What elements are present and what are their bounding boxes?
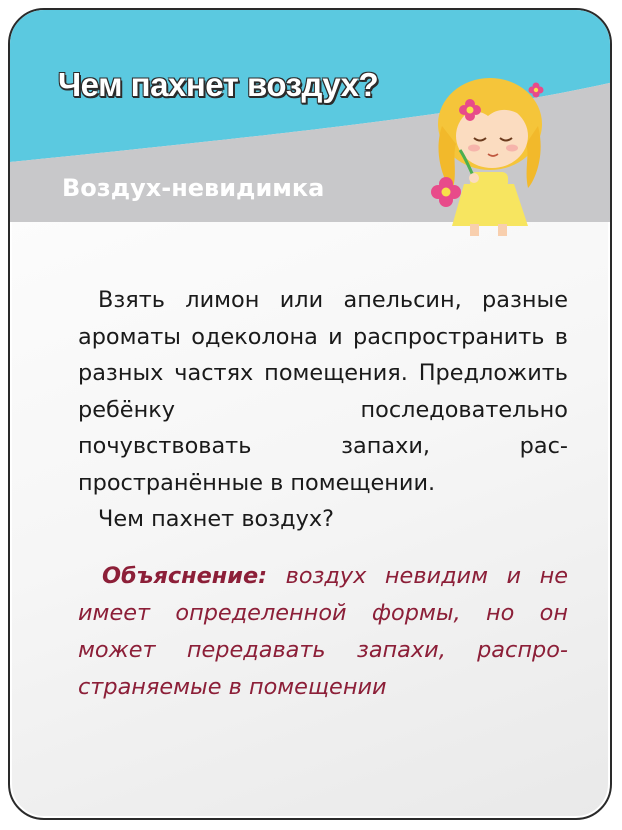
card [8,8,612,820]
card-title: Чем пахнет воздух? [58,66,379,103]
instruction-text [78,282,568,538]
explanation-label: Объяснение: [102,563,268,589]
explanation-text: воздух невидим и не имеет определенной формы, но он может передавать запахи, распространяемые в помещении [78,563,568,700]
explanation-block [78,558,568,706]
instruction-paragraph: Взять лимон или апельсин, разные ароматы одеколона и распространить в разных частях помещения. Предложить ребёнку последовательно почувствовать запахи, распространённые в помещении. [78,287,568,496]
card-subtitle: Воздух-невидимка [62,174,325,202]
girl-with-flower-icon [412,66,582,236]
question-paragraph: Чем пахнет воздух? [98,506,334,532]
pink-flower-icon [430,176,462,208]
explanation-paragraph [78,558,568,706]
